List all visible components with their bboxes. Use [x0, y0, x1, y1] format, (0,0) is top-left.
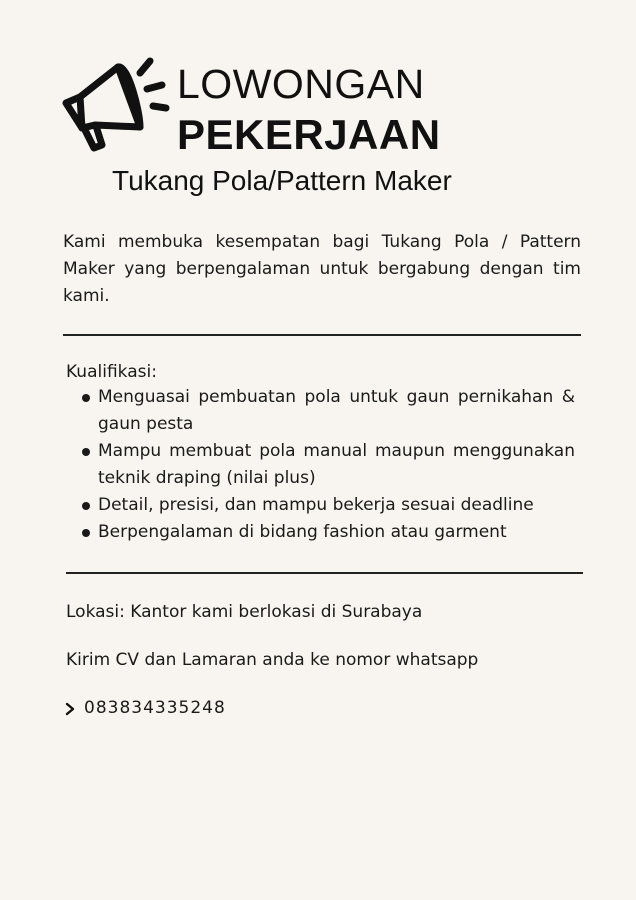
bullet-icon [82, 502, 90, 510]
qualification-item [66, 519, 575, 546]
job-title: Tukang Pola/Pattern Maker [112, 165, 452, 196]
send-instruction: Kirim CV dan Lamaran anda ke nomor whatsapp [66, 650, 479, 670]
chevron-right-icon [64, 702, 76, 716]
qualification-text: Mampu membuat pola manual maupun menggunakan teknik draping (nilai plus) [98, 441, 575, 488]
bullet-icon [82, 529, 90, 537]
contact-row [64, 695, 226, 722]
divider [66, 572, 583, 574]
title-line-1: LOWONGAN [177, 61, 425, 107]
title-line-2: PEKERJAAN [177, 111, 441, 158]
qualification-item [66, 384, 575, 438]
qualification-text: Detail, presisi, dan mampu bekerja sesuai deadline [98, 495, 534, 515]
intro-paragraph: Kami membuka kesempatan bagi Tukang Pola / Pattern Maker yang berpengalaman untuk bergabung dengan tim kami. [63, 232, 581, 306]
qualification-item [66, 438, 575, 492]
phone-number: 083834335248 [84, 698, 226, 718]
qualification-text: Berpengalaman di bidang fashion atau garment [98, 522, 507, 542]
qualification-item [66, 492, 575, 519]
megaphone-icon [58, 56, 174, 156]
bullet-icon [82, 394, 90, 402]
bullet-icon [82, 448, 90, 456]
qualifications-heading: Kualifikasi: [66, 362, 157, 382]
divider [63, 334, 581, 336]
qualifications-list [66, 384, 575, 546]
location-text: Lokasi: Kantor kami berlokasi di Surabaya [66, 602, 423, 622]
qualification-text: Menguasai pembuatan pola untuk gaun pernikahan & gaun pesta [98, 387, 575, 434]
